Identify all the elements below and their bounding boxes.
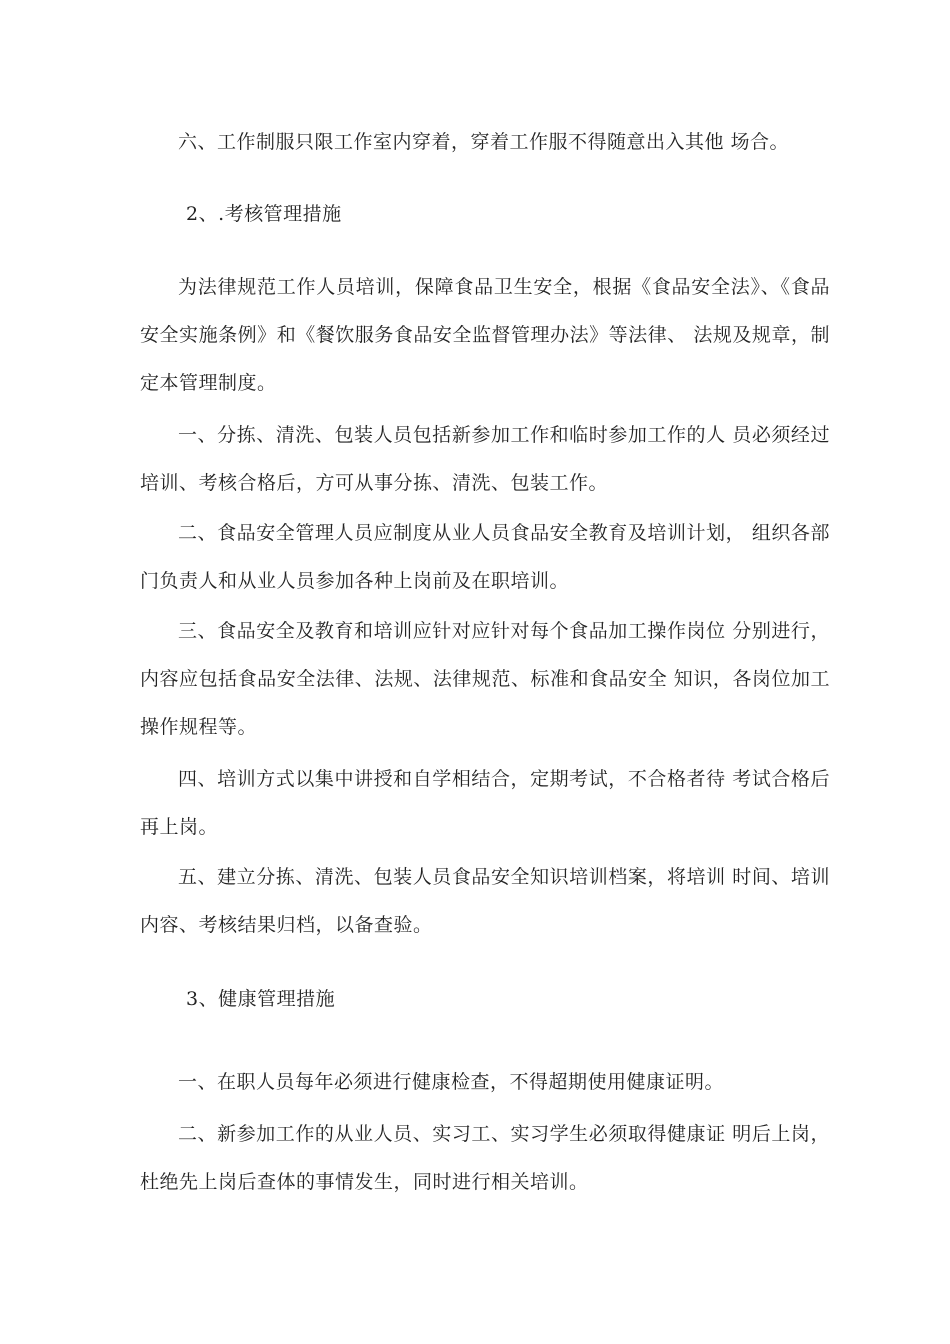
paragraph-training-item-4: 四、培训方式以集中讲授和自学相结合，定期考试，不合格者待 考试合格后再上岗。 (140, 768, 830, 838)
paragraph-training-item-2: 二、食品安全管理人员应制度从业人员食品安全教育及培训计划， 组织各部门负责人和从业人员参加各种上岗前及在职培训。 (140, 522, 830, 592)
section-heading-assessment: 2、.考核管理措施 (186, 203, 342, 225)
paragraph-uniform-rule: 六、工作制服只限工作室内穿着，穿着工作服不得随意出入其他 场合。 (178, 131, 790, 153)
paragraph-training-item-3: 三、食品安全及教育和培训应针对应针对每个食品加工操作岗位 分别进行，内容应包括食品安全法律、法规、法律规范、标准和食品安全 知识，各岗位加工操作规程等。 (140, 620, 830, 738)
paragraph-training-item-1: 一、分拣、清洗、包装人员包括新参加工作和临时参加工作的人 员必须经过培训、考核合格后，方可从事分拣、清洗、包装工作。 (140, 424, 830, 494)
paragraph-training-intro: 为法律规范工作人员培训，保障食品卫生安全，根据《食品安全法》、《食品安全实施条例》和《餐饮服务食品安全监督管理办法》等法律、 法规及规章，制定本管理制度。 (140, 276, 830, 394)
section-heading-health: 3、健康管理措施 (186, 988, 336, 1010)
paragraph-health-item-1: 一、在职人员每年必须进行健康检查，不得超期使用健康证明。 (178, 1071, 725, 1093)
paragraph-training-item-5: 五、建立分拣、清洗、包装人员食品安全知识培训档案，将培训 时间、培训内容、考核结果归档，以备查验。 (140, 866, 830, 936)
paragraph-health-item-2: 二、新参加工作的从业人员、实习工、实习学生必须取得健康证 明后上岗，杜绝先上岗后查体的事情发生，同时进行相关培训。 (140, 1123, 830, 1193)
